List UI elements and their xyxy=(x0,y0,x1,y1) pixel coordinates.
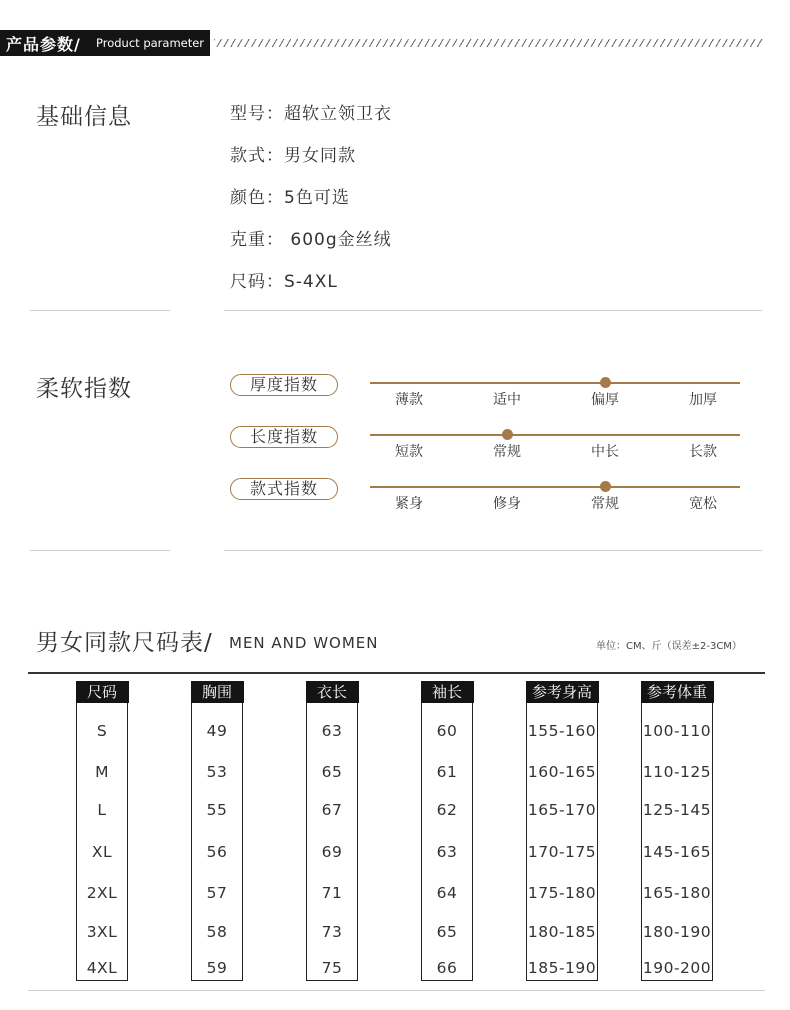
size-table-column xyxy=(76,681,128,981)
table-cell: 65 xyxy=(436,923,458,941)
index-selected-marker xyxy=(600,377,611,388)
table-cell: 100-110 xyxy=(642,722,712,740)
table-cell: 55 xyxy=(206,801,228,819)
section-header-bar xyxy=(0,30,210,56)
table-cell: 59 xyxy=(206,959,228,977)
index-option-label: 适中 xyxy=(493,392,521,408)
table-cell: 165-180 xyxy=(642,884,712,902)
info-row-model: 型号：超软立领卫衣 xyxy=(230,104,392,124)
info-row-color: 颜色：5色可选 xyxy=(230,188,350,208)
table-cell: 160-165 xyxy=(527,763,597,781)
table-cell: 71 xyxy=(321,884,343,902)
index-selected-marker xyxy=(502,429,513,440)
table-cell: 2XL xyxy=(86,884,118,902)
header-title-cn: 产品参数/ xyxy=(6,35,81,54)
size-table-top-rule xyxy=(28,672,765,674)
index-option-label: 薄款 xyxy=(395,392,423,408)
index-option-label: 短款 xyxy=(395,444,423,460)
table-cell: 65 xyxy=(321,763,343,781)
table-cell: 4XL xyxy=(86,959,118,977)
divider-left xyxy=(30,550,170,551)
index-label-pill: 长度指数 xyxy=(230,426,338,448)
index-option-label: 紧身 xyxy=(395,496,423,512)
index-label-pill: 款式指数 xyxy=(230,478,338,500)
basic-info-title: 基础信息 xyxy=(36,104,132,130)
table-cell: 175-180 xyxy=(527,884,597,902)
index-scale-line xyxy=(370,382,740,384)
size-table-column xyxy=(421,681,473,981)
table-cell: 73 xyxy=(321,923,343,941)
table-cell: 66 xyxy=(436,959,458,977)
index-option-label: 修身 xyxy=(493,496,521,512)
table-cell: 180-185 xyxy=(527,923,597,941)
table-cell: 62 xyxy=(436,801,458,819)
size-table-bottom-rule xyxy=(28,990,765,991)
table-cell: 67 xyxy=(321,801,343,819)
info-row-style: 款式：男女同款 xyxy=(230,146,356,166)
index-selected-marker xyxy=(600,481,611,492)
table-cell: L xyxy=(97,801,107,819)
info-row-weight: 克重： 600g金丝绒 xyxy=(230,230,392,250)
index-label-pill: 厚度指数 xyxy=(230,374,338,396)
table-cell: 64 xyxy=(436,884,458,902)
divider-right xyxy=(224,310,762,311)
index-scale-line xyxy=(370,434,740,436)
table-cell: 60 xyxy=(436,722,458,740)
info-row-size: 尺码：S-4XL xyxy=(230,272,338,292)
table-cell: 180-190 xyxy=(642,923,712,941)
table-cell: 170-175 xyxy=(527,843,597,861)
size-table-unit-note: 单位：CM、斤（误差±2-3CM） xyxy=(596,641,742,652)
table-cell: 63 xyxy=(321,722,343,740)
table-cell: 63 xyxy=(436,843,458,861)
table-cell: 57 xyxy=(206,884,228,902)
table-cell: 69 xyxy=(321,843,343,861)
index-option-label: 中长 xyxy=(591,444,619,460)
column-header: 胸围 xyxy=(191,681,244,703)
index-option-label: 常规 xyxy=(591,496,619,512)
table-cell: 165-170 xyxy=(527,801,597,819)
table-cell: 155-160 xyxy=(527,722,597,740)
table-cell: M xyxy=(95,763,109,781)
table-cell: 110-125 xyxy=(642,763,712,781)
size-table-column xyxy=(641,681,713,981)
table-cell: 75 xyxy=(321,959,343,977)
table-cell: S xyxy=(96,722,108,740)
column-header: 参考体重 xyxy=(641,681,714,703)
table-cell: 56 xyxy=(206,843,228,861)
table-cell: 145-165 xyxy=(642,843,712,861)
header-dashed-divider xyxy=(214,39,764,47)
index-scale-line xyxy=(370,486,740,488)
table-cell: 185-190 xyxy=(527,959,597,977)
table-cell: 3XL xyxy=(86,923,118,941)
table-cell: 61 xyxy=(436,763,458,781)
table-cell: XL xyxy=(91,843,113,861)
size-table-column xyxy=(306,681,358,981)
table-cell: 125-145 xyxy=(642,801,712,819)
table-cell: 49 xyxy=(206,722,228,740)
size-table-title-en: MEN AND WOMEN xyxy=(229,634,379,652)
size-table-column xyxy=(191,681,243,981)
column-header: 袖长 xyxy=(421,681,474,703)
table-cell: 190-200 xyxy=(642,959,712,977)
index-option-label: 常规 xyxy=(493,444,521,460)
header-title-en: Product parameter xyxy=(96,36,205,50)
index-option-label: 加厚 xyxy=(689,392,717,408)
softness-title: 柔软指数 xyxy=(36,376,132,402)
column-header: 衣长 xyxy=(306,681,359,703)
column-header: 尺码 xyxy=(76,681,129,703)
divider-right xyxy=(224,550,762,551)
column-header: 参考身高 xyxy=(526,681,599,703)
size-table-column xyxy=(526,681,598,981)
divider-left xyxy=(30,310,170,311)
table-cell: 53 xyxy=(206,763,228,781)
size-table-title: 男女同款尺码表/ xyxy=(36,630,213,656)
index-option-label: 宽松 xyxy=(689,496,717,512)
table-cell: 58 xyxy=(206,923,228,941)
index-option-label: 偏厚 xyxy=(591,392,619,408)
index-option-label: 长款 xyxy=(689,444,717,460)
